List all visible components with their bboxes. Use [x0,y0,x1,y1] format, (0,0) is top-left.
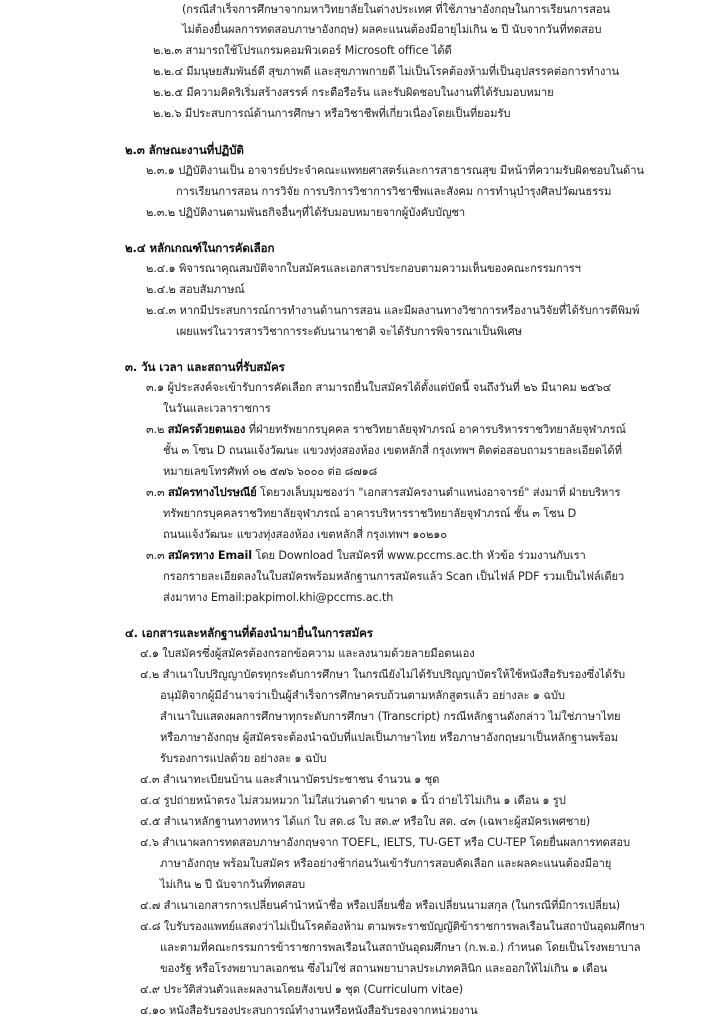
text-line: ๒.๒.๖ มีประสบการณ์ด้านการศึกษา หรือวิชาชีพที่เกี่ยวเนื่องโดยเป็นที่ยอมรับ [153,107,511,120]
text-line: ของรัฐ หรือโรงพยาบาลเอกชน ซึ่งไม่ใช่ สถานพยาบาลประเภทคลินิก และออกให้ไม่เกิน ๑ เดือน [160,962,608,975]
text-line: ๒.๓.๑ ปฏิบัติงานเป็น อาจารย์ประจำคณะแพทยศาสตร์และการสาธารณสุข มีหน้าที่ความรับผิดชอบในด้าน [146,164,644,177]
text-line: เผยแพร่ในวารสารวิชาการระดับนานาชาติ จะได้รับการพิจารณาเป็นพิเศษ [176,325,522,338]
text-line: ๒.๔.๑ พิจารณาคุณสมบัติจากใบสมัครและเอกสารประกอบตามความเห็นของคณะกรรมการฯ [146,262,581,275]
text-line: ไม่เกิน ๒ ปี นับจากวันที่ทดสอบ [160,878,306,891]
text-line: ๔.๑ ใบสมัครซึ่งผู้สมัครต้องกรอกข้อความ และลงนามด้วยลายมือตนเอง [140,647,475,660]
text-line: ไม่ต้องยื่นผลการทดสอบภาษาอังกฤษ) ผลคะแนนต้องมีอายุไม่เกิน ๒ ปี นับจากวันที่ทดสอบ [182,23,602,36]
text-line: อนุมัติจากผู้มีอำนาจว่าเป็นผู้สำเร็จการศึกษาครบถ้วนตามหลักสูตรแล้ว อย่างละ ๑ ฉบับ [160,689,565,702]
text-line: ๒.๒.๔ มีมนุษยสัมพันธ์ดี สุขภาพดี และสุขภาพกายดี ไม่เป็นโรคต้องห้ามที่เป็นอุปสรรคต่อการทำงาน [153,65,620,78]
text-line: ๔.๕ สำเนาหลักฐานทางทหาร ได้แก่ ใบ สด.๘ ใบ สด.๙ หรือใบ สด. ๔๓ (เฉพาะผู้สมัครเพศชาย) [140,815,591,828]
text-line: ๔.๒ สำเนาใบปริญญาบัตรทุกระดับการศึกษา ในกรณียังไม่ได้รับปริญญาบัตรให้ใช้หนังสือรับรองซึ่งได้รับ [140,668,626,681]
section-heading-2-3: ๒.๓ ลักษณะงานที่ปฏิบัติ [125,143,244,157]
text-line: ถนนแจ้งวัฒนะ แขวงทุ่งสองห้อง เขตหลักสี่ กรุงเทพฯ ๑๐๒๑๐ [163,528,447,541]
text-line: ๔.๖ สำเนาผลการทดสอบภาษาอังกฤษจาก TOEFL, IELTS, TU-GET หรือ CU-TEP โดยยื่นผลการทดสอบ [140,836,630,849]
text-line: หมายเลขโทรศัพท์ ๐๒ ๕๗๖ ๖๐๐๐ ต่อ ๘๗๑๘ [163,465,378,478]
email-text: ส่งมาทาง Email:pakpimol.khi@pccms.ac.th [163,591,394,604]
text-line: ๓.๒ สมัครด้วยตนเอง ที่ฝ่ายทรัพยากรบุคคล ราชวิทยาลัยจุฬาภรณ์ อาคารบริหารราชวิทยาลัยจุฬาภรณ์ [146,423,626,436]
section-heading-2-4: ๒.๔ หลักเกณฑ์ในการคัดเลือก [125,241,275,255]
text-line: ๒.๔.๓ หากมีประสบการณ์การทำงานด้านการสอน และมีผลงานทางวิชาการหรืองานวิจัยที่ได้รับการตีพิมพ์ [146,304,640,317]
text-line: ๔.๑๐ หนังสือรับรองประสบการณ์ทำงานหรือหนังสือรับรองจากหน่วยงาน [140,1004,478,1017]
text-line: ทรัพยากรบุคคลราชวิทยาลัยจุฬาภรณ์ อาคารบริหารราชวิทยาลัยจุฬาภรณ์ ชั้น ๓ โซน D [163,507,577,520]
text-line: ภาษาอังกฤษ พร้อมใบสมัคร หรืออย่างช้าก่อนวันเข้ารับการสอบคัดเลือก และผลคะแนนต้องมีอายุ [160,857,612,870]
text-line: ๒.๓.๒ ปฏิบัติงานตามพันธกิจอื่นๆที่ได้รับมอบหมายจากผู้บังคับบัญชา [146,206,466,219]
text-line: (กรณีสำเร็จการศึกษาจากมหาวิทยาลัยในต่างประเทศ ที่ใช้ภาษาอังกฤษในการเรียนการสอน [182,3,610,16]
text-line: ๓.๓ สมัครทางไปรษณีย์ โดยวงเล็บมุมซองว่า "เอกสารสมัครงานตำแหน่งอาจารย์" ส่งมาที่ ฝ่ายบริหาร [146,486,621,499]
text-line: ๒.๒.๕ มีความคิดริเริ่มสร้างสรรค์ กระตือรือร้น และรับผิดชอบในงานที่ได้รับมอบหมาย [153,86,554,99]
text-line: การเรียนการสอน การวิจัย การบริการวิชาการวิชาชีพและสังคม การทำนุบำรุงศิลปวัฒนธรรม [176,185,612,198]
text-line: ๔.๓ สำเนาทะเบียนบ้าน และสำเนาบัตรประชาชน จำนวน ๑ ชุด [140,773,440,786]
text-line: รับรองการแปลด้วย อย่างละ ๑ ฉบับ [160,752,327,765]
text-line: และตามที่คณะกรรมการข้าราชการพลเรือนในสถาบันอุดมศึกษา (ก.พ.อ.) กำหนด โดยเป็นโรงพยาบาล [160,941,641,954]
text-line: ๔.๙ ประวัติส่วนตัวและผลงานโดยสังเขป ๑ ชุด (Curriculum vitae) [140,983,464,996]
bold-text: สมัครทาง Email [168,549,252,562]
bold-text: สมัครทางไปรษณีย์ [168,486,257,499]
text-line: สำเนาใบแสดงผลการศึกษาทุกระดับการศึกษา (Transcript) กรณีหลักฐานดังกล่าว ไม่ใช่ภาษาไทย [160,710,621,723]
text-line: ๓.๓ สมัครทาง Email โดย Download ใบสมัครที่ www.pccms.ac.th หัวข้อ ร่วมงานกับเรา [146,549,586,562]
text-line: ในวันและเวลาราชการ [163,402,271,415]
text-line: กรอกรายละเอียดลงในใบสมัครพร้อมหลักฐานการสมัครแล้ว Scan เป็นไฟล์ PDF รวมเป็นไฟล์เดียว [163,570,625,583]
text-line: ๔.๗ สำเนาเอกสารการเปลี่ยนคำนำหน้าชื่อ หรือเปลี่ยนชื่อ หรือเปลี่ยนนามสกุล (ในกรณีที่มีการเปลี่ยน) [140,899,621,912]
text-line: ๔.๔ รูปถ่ายหน้าตรง ไม่สวมหมวก ไม่ใส่แว่นตาดำ ขนาด ๑ นิ้ว ถ่ายไว้ไม่เกิน ๑ เดือน ๑ รูป [140,794,566,807]
section-heading-4: ๔. เอกสารและหลักฐานที่ต้องนำมายื่นในการสมัคร [125,626,373,640]
bold-text: สมัครด้วยตนเอง [167,423,246,436]
section-heading-3: ๓. วัน เวลา และสถานที่รับสมัคร [125,360,285,374]
text-line: ๓.๑ ผู้ประสงค์จะเข้ารับการคัดเลือก สามารถยื่นใบสมัครได้ตั้งแต่บัดนี้ จนถึงวันที่ ๒๖ มีนาคม ๒๕๖๔ [146,381,612,394]
text-line: ๒.๒.๓ สามารถใช้โปรแกรมคอมพิวเตอร์ Microsoft office ได้ดี [153,44,452,57]
text-line: ๒.๔.๒ สอบสัมภาษณ์ [146,283,245,296]
text-line: หรือภาษาอังกฤษ ผู้สมัครจะต้องนำฉบับที่แปลเป็นภาษาไทย หรือภาษาอังกฤษมาเป็นหลักฐานพร้อม [160,731,619,744]
text-line: ๔.๘ ใบรับรองแพทย์แสดงว่าไม่เป็นโรคต้องห้าม ตามพระราชบัญญัติข้าราชการพลเรือนในสถาบันอุดมศึกษา [140,920,645,933]
text-line: ชั้น ๓ โซน D ถนนแจ้งวัฒนะ แขวงทุ่งสองห้อง เขตหลักสี่ กรุงเทพฯ ติดต่อสอบถามรายละเอียดได้ที่ [163,444,622,457]
